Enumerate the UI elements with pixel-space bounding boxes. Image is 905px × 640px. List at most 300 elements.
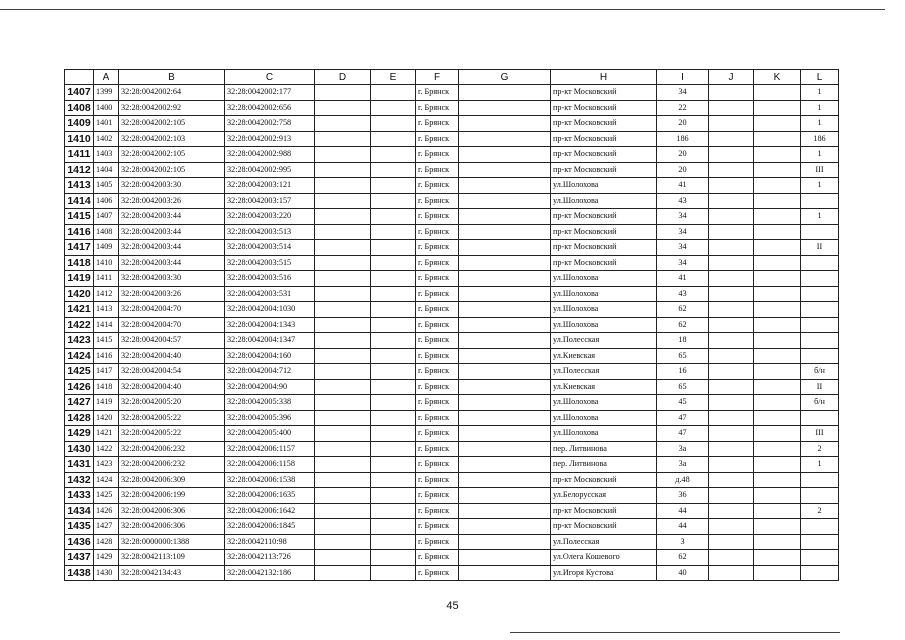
street-cell: ул.Шолохова: [551, 193, 657, 209]
record-id-cell: 1430: [94, 565, 119, 581]
col-e-cell: [371, 131, 416, 147]
row-number-cell: 1413: [65, 178, 94, 194]
column-header-g: G: [459, 70, 551, 85]
column-header-l: L: [801, 70, 839, 85]
city-cell: г. Брянск: [416, 426, 459, 442]
col-d-cell: [315, 286, 371, 302]
cadastral-number-cell: 32:28:0042004:90: [225, 379, 315, 395]
col-d-cell: [315, 441, 371, 457]
col-k-cell: [754, 519, 801, 535]
cadastral-block-cell: 32:28:0042002:92: [119, 100, 225, 116]
table-row: [65, 550, 839, 566]
street-cell: ул.Шолохова: [551, 410, 657, 426]
house-number-cell: 41: [657, 271, 709, 287]
col-g-cell: [459, 472, 551, 488]
house-number-cell: 62: [657, 550, 709, 566]
city-cell: г. Брянск: [416, 85, 459, 101]
city-cell: г. Брянск: [416, 286, 459, 302]
col-e-cell: [371, 333, 416, 349]
house-number-cell: 44: [657, 519, 709, 535]
col-j-cell: [709, 395, 754, 411]
col-d-cell: [315, 178, 371, 194]
street-cell: ул.Полесская: [551, 333, 657, 349]
record-id-cell: 1422: [94, 441, 119, 457]
house-number-cell: 18: [657, 333, 709, 349]
house-number-cell: 3а: [657, 441, 709, 457]
house-number-cell: 43: [657, 193, 709, 209]
col-g-cell: [459, 193, 551, 209]
column-header-e: E: [371, 70, 416, 85]
row-number-cell: 1432: [65, 472, 94, 488]
cadastral-block-cell: 32:28:0042004:54: [119, 364, 225, 380]
city-cell: г. Брянск: [416, 379, 459, 395]
col-j-cell: [709, 426, 754, 442]
table-row: [65, 348, 839, 364]
col-j-cell: [709, 519, 754, 535]
col-g-cell: [459, 255, 551, 271]
table-row: [65, 100, 839, 116]
building-suffix-cell: [801, 224, 839, 240]
city-cell: г. Брянск: [416, 240, 459, 256]
col-j-cell: [709, 178, 754, 194]
row-number-cell: 1437: [65, 550, 94, 566]
street-cell: пер. Литвинова: [551, 441, 657, 457]
house-number-cell: 43: [657, 286, 709, 302]
col-d-cell: [315, 147, 371, 163]
spreadsheet-sheet: [64, 69, 838, 579]
cadastral-number-cell: 32:28:0042004:712: [225, 364, 315, 380]
col-k-cell: [754, 100, 801, 116]
col-e-cell: [371, 193, 416, 209]
col-d-cell: [315, 519, 371, 535]
street-cell: пр-кт Московский: [551, 503, 657, 519]
col-d-cell: [315, 333, 371, 349]
building-suffix-cell: III: [801, 426, 839, 442]
street-cell: ул.Шолохова: [551, 395, 657, 411]
cadastral-block-cell: 32:28:0042003:26: [119, 193, 225, 209]
street-cell: ул.Шолохова: [551, 286, 657, 302]
col-e-cell: [371, 209, 416, 225]
col-k-cell: [754, 426, 801, 442]
col-j-cell: [709, 100, 754, 116]
cadastral-number-cell: 32:28:0042003:514: [225, 240, 315, 256]
table-row: [65, 565, 839, 581]
col-j-cell: [709, 193, 754, 209]
city-cell: г. Брянск: [416, 364, 459, 380]
row-number-cell: 1428: [65, 410, 94, 426]
row-number-cell: 1408: [65, 100, 94, 116]
col-d-cell: [315, 348, 371, 364]
col-e-cell: [371, 472, 416, 488]
table-row: [65, 193, 839, 209]
column-header-k: K: [754, 70, 801, 85]
col-k-cell: [754, 116, 801, 132]
column-header-row: [65, 70, 839, 85]
col-d-cell: [315, 302, 371, 318]
col-j-cell: [709, 534, 754, 550]
cadastral-number-cell: 32:28:0042132:186: [225, 565, 315, 581]
city-cell: г. Брянск: [416, 224, 459, 240]
table-row: [65, 364, 839, 380]
row-number-cell: 1417: [65, 240, 94, 256]
page-number: 45: [446, 600, 459, 612]
col-k-cell: [754, 457, 801, 473]
col-d-cell: [315, 100, 371, 116]
cadastral-block-cell: 32:28:0042003:26: [119, 286, 225, 302]
cadastral-number-cell: 32:28:0042004:1030: [225, 302, 315, 318]
col-g-cell: [459, 147, 551, 163]
street-cell: пр-кт Московский: [551, 255, 657, 271]
row-number-cell: 1438: [65, 565, 94, 581]
col-j-cell: [709, 410, 754, 426]
table-row: [65, 410, 839, 426]
cadastral-block-cell: 32:28:0042002:64: [119, 85, 225, 101]
table-row: [65, 534, 839, 550]
record-id-cell: 1427: [94, 519, 119, 535]
col-e-cell: [371, 178, 416, 194]
col-g-cell: [459, 503, 551, 519]
col-d-cell: [315, 488, 371, 504]
col-k-cell: [754, 271, 801, 287]
building-suffix-cell: [801, 271, 839, 287]
cadastral-block-cell: 32:28:0042004:70: [119, 302, 225, 318]
city-cell: г. Брянск: [416, 100, 459, 116]
building-suffix-cell: III: [801, 162, 839, 178]
cadastral-block-cell: 32:28:0042006:232: [119, 441, 225, 457]
house-number-cell: 16: [657, 364, 709, 380]
col-k-cell: [754, 147, 801, 163]
record-id-cell: 1428: [94, 534, 119, 550]
cadastral-block-cell: 32:28:0042006:232: [119, 457, 225, 473]
cadastral-block-cell: 32:28:0042006:309: [119, 472, 225, 488]
cadastral-block-cell: 32:28:0042005:22: [119, 426, 225, 442]
table-row: [65, 333, 839, 349]
col-k-cell: [754, 565, 801, 581]
col-e-cell: [371, 441, 416, 457]
street-cell: ул.Киевская: [551, 379, 657, 395]
house-number-cell: 20: [657, 162, 709, 178]
col-e-cell: [371, 364, 416, 380]
col-g-cell: [459, 519, 551, 535]
record-id-cell: 1413: [94, 302, 119, 318]
col-k-cell: [754, 162, 801, 178]
col-d-cell: [315, 472, 371, 488]
city-cell: г. Брянск: [416, 317, 459, 333]
table-row: [65, 286, 839, 302]
col-d-cell: [315, 209, 371, 225]
city-cell: г. Брянск: [416, 565, 459, 581]
city-cell: г. Брянск: [416, 503, 459, 519]
col-j-cell: [709, 472, 754, 488]
house-number-cell: 47: [657, 410, 709, 426]
col-j-cell: [709, 162, 754, 178]
record-id-cell: 1400: [94, 100, 119, 116]
col-j-cell: [709, 333, 754, 349]
city-cell: г. Брянск: [416, 472, 459, 488]
city-cell: г. Брянск: [416, 333, 459, 349]
table-row: [65, 519, 839, 535]
col-j-cell: [709, 302, 754, 318]
col-d-cell: [315, 503, 371, 519]
cadastral-number-cell: 32:28:0042003:516: [225, 271, 315, 287]
col-e-cell: [371, 224, 416, 240]
city-cell: г. Брянск: [416, 488, 459, 504]
house-number-cell: 65: [657, 348, 709, 364]
street-cell: ул.Шолохова: [551, 178, 657, 194]
col-e-cell: [371, 317, 416, 333]
col-e-cell: [371, 519, 416, 535]
building-suffix-cell: 1: [801, 116, 839, 132]
house-number-cell: 34: [657, 209, 709, 225]
record-id-cell: 1404: [94, 162, 119, 178]
row-number-cell: 1435: [65, 519, 94, 535]
col-g-cell: [459, 302, 551, 318]
col-e-cell: [371, 534, 416, 550]
street-cell: пр-кт Московский: [551, 224, 657, 240]
building-suffix-cell: 1: [801, 147, 839, 163]
cadastral-number-cell: 32:28:0042005:396: [225, 410, 315, 426]
record-id-cell: 1417: [94, 364, 119, 380]
house-number-cell: 41: [657, 178, 709, 194]
cadastral-number-cell: 32:28:0042004:1347: [225, 333, 315, 349]
table-row: [65, 224, 839, 240]
col-g-cell: [459, 395, 551, 411]
col-d-cell: [315, 116, 371, 132]
house-number-cell: д.48: [657, 472, 709, 488]
building-suffix-cell: II: [801, 379, 839, 395]
record-id-cell: 1425: [94, 488, 119, 504]
street-cell: ул.Игоря Кустова: [551, 565, 657, 581]
city-cell: г. Брянск: [416, 255, 459, 271]
cadastral-number-cell: 32:28:0042004:160: [225, 348, 315, 364]
col-k-cell: [754, 131, 801, 147]
row-number-cell: 1407: [65, 85, 94, 101]
col-k-cell: [754, 472, 801, 488]
building-suffix-cell: [801, 286, 839, 302]
col-g-cell: [459, 426, 551, 442]
col-e-cell: [371, 565, 416, 581]
cadastral-number-cell: 32:28:0042003:157: [225, 193, 315, 209]
building-suffix-cell: 186: [801, 131, 839, 147]
col-g-cell: [459, 317, 551, 333]
table-row: [65, 271, 839, 287]
record-id-cell: 1414: [94, 317, 119, 333]
record-id-cell: 1418: [94, 379, 119, 395]
record-id-cell: 1412: [94, 286, 119, 302]
record-id-cell: 1423: [94, 457, 119, 473]
col-j-cell: [709, 317, 754, 333]
record-id-cell: 1403: [94, 147, 119, 163]
street-cell: ул.Шолохова: [551, 426, 657, 442]
record-id-cell: 1420: [94, 410, 119, 426]
street-cell: ул.Полесская: [551, 534, 657, 550]
row-number-cell: 1410: [65, 131, 94, 147]
column-header-j: J: [709, 70, 754, 85]
col-g-cell: [459, 131, 551, 147]
table-row: [65, 116, 839, 132]
table-row: [65, 302, 839, 318]
house-number-cell: 34: [657, 240, 709, 256]
house-number-cell: 40: [657, 565, 709, 581]
col-k-cell: [754, 364, 801, 380]
col-g-cell: [459, 162, 551, 178]
street-cell: пр-кт Московский: [551, 209, 657, 225]
row-number-cell: 1433: [65, 488, 94, 504]
cadastral-block-cell: 32:28:0042003:30: [119, 178, 225, 194]
record-id-cell: 1416: [94, 348, 119, 364]
col-k-cell: [754, 503, 801, 519]
street-cell: пр-кт Московский: [551, 100, 657, 116]
col-g-cell: [459, 286, 551, 302]
record-id-cell: 1419: [94, 395, 119, 411]
table-row: [65, 162, 839, 178]
cadastral-block-cell: 32:28:0042004:40: [119, 348, 225, 364]
cadastral-block-cell: 32:28:0042113:109: [119, 550, 225, 566]
cadastral-block-cell: 32:28:0042002:105: [119, 162, 225, 178]
column-header-i: I: [657, 70, 709, 85]
row-number-cell: 1423: [65, 333, 94, 349]
cadastral-block-cell: 32:28:0042003:44: [119, 209, 225, 225]
col-d-cell: [315, 379, 371, 395]
col-k-cell: [754, 333, 801, 349]
column-header-a: A: [94, 70, 119, 85]
house-number-cell: 45: [657, 395, 709, 411]
street-cell: пр-кт Московский: [551, 162, 657, 178]
column-header-d: D: [315, 70, 371, 85]
table-row: [65, 426, 839, 442]
col-g-cell: [459, 333, 551, 349]
cadastral-block-cell: 32:28:0042003:44: [119, 240, 225, 256]
col-g-cell: [459, 116, 551, 132]
city-cell: г. Брянск: [416, 550, 459, 566]
col-e-cell: [371, 426, 416, 442]
table-row: [65, 255, 839, 271]
cadastral-number-cell: 32:28:0042003:220: [225, 209, 315, 225]
building-suffix-cell: 2: [801, 441, 839, 457]
record-id-cell: 1411: [94, 271, 119, 287]
table-row: [65, 85, 839, 101]
col-g-cell: [459, 441, 551, 457]
column-header-c: C: [225, 70, 315, 85]
col-k-cell: [754, 410, 801, 426]
cadastral-block-cell: 32:28:0042003:44: [119, 255, 225, 271]
col-k-cell: [754, 348, 801, 364]
col-e-cell: [371, 379, 416, 395]
col-k-cell: [754, 240, 801, 256]
col-e-cell: [371, 100, 416, 116]
cadastral-number-cell: 32:28:0042006:1635: [225, 488, 315, 504]
col-k-cell: [754, 302, 801, 318]
cadastral-number-cell: 32:28:0042004:1343: [225, 317, 315, 333]
cadastral-number-cell: 32:28:0042003:121: [225, 178, 315, 194]
building-suffix-cell: 1: [801, 209, 839, 225]
cadastral-block-cell: 32:28:0042003:44: [119, 224, 225, 240]
col-j-cell: [709, 441, 754, 457]
record-id-cell: 1401: [94, 116, 119, 132]
street-cell: пр-кт Московский: [551, 147, 657, 163]
col-g-cell: [459, 534, 551, 550]
col-k-cell: [754, 534, 801, 550]
column-header-f: F: [416, 70, 459, 85]
col-g-cell: [459, 100, 551, 116]
col-k-cell: [754, 488, 801, 504]
record-id-cell: 1410: [94, 255, 119, 271]
scan-line-bottom: [510, 632, 840, 633]
table-row: [65, 488, 839, 504]
col-k-cell: [754, 178, 801, 194]
col-k-cell: [754, 193, 801, 209]
cadastral-block-cell: 32:28:0042003:30: [119, 271, 225, 287]
col-j-cell: [709, 131, 754, 147]
house-number-cell: 34: [657, 224, 709, 240]
cadastral-block-cell: 32:28:0042002:105: [119, 116, 225, 132]
col-k-cell: [754, 85, 801, 101]
table-row: [65, 457, 839, 473]
col-d-cell: [315, 193, 371, 209]
col-e-cell: [371, 255, 416, 271]
city-cell: г. Брянск: [416, 457, 459, 473]
building-suffix-cell: 1: [801, 178, 839, 194]
col-d-cell: [315, 271, 371, 287]
col-j-cell: [709, 116, 754, 132]
col-j-cell: [709, 503, 754, 519]
row-number-cell: 1436: [65, 534, 94, 550]
data-table: [64, 69, 839, 581]
table-body: [65, 85, 839, 581]
building-suffix-cell: [801, 317, 839, 333]
cadastral-block-cell: 32:28:0042006:306: [119, 503, 225, 519]
col-g-cell: [459, 410, 551, 426]
cadastral-block-cell: 32:28:0042005:20: [119, 395, 225, 411]
column-header-h: H: [551, 70, 657, 85]
building-suffix-cell: [801, 410, 839, 426]
record-id-cell: 1429: [94, 550, 119, 566]
building-suffix-cell: б/н: [801, 364, 839, 380]
house-number-cell: 3а: [657, 457, 709, 473]
city-cell: г. Брянск: [416, 534, 459, 550]
cadastral-number-cell: 32:28:0042113:726: [225, 550, 315, 566]
col-g-cell: [459, 348, 551, 364]
cadastral-number-cell: 32:28:0042002:988: [225, 147, 315, 163]
col-k-cell: [754, 209, 801, 225]
building-suffix-cell: [801, 519, 839, 535]
street-cell: ул.Шолохова: [551, 271, 657, 287]
city-cell: г. Брянск: [416, 209, 459, 225]
street-cell: пр-кт Московский: [551, 85, 657, 101]
table-row: [65, 441, 839, 457]
record-id-cell: 1399: [94, 85, 119, 101]
row-number-cell: 1421: [65, 302, 94, 318]
building-suffix-cell: [801, 472, 839, 488]
table-row: [65, 240, 839, 256]
city-cell: г. Брянск: [416, 271, 459, 287]
city-cell: г. Брянск: [416, 162, 459, 178]
row-number-cell: 1434: [65, 503, 94, 519]
city-cell: г. Брянск: [416, 348, 459, 364]
building-suffix-cell: [801, 193, 839, 209]
col-k-cell: [754, 224, 801, 240]
building-suffix-cell: 1: [801, 85, 839, 101]
row-number-cell: 1415: [65, 209, 94, 225]
cadastral-block-cell: 32:28:0042002:105: [119, 147, 225, 163]
row-number-cell: 1426: [65, 379, 94, 395]
col-j-cell: [709, 364, 754, 380]
col-d-cell: [315, 85, 371, 101]
street-cell: пер. Литвинова: [551, 457, 657, 473]
col-e-cell: [371, 286, 416, 302]
col-k-cell: [754, 317, 801, 333]
col-j-cell: [709, 286, 754, 302]
